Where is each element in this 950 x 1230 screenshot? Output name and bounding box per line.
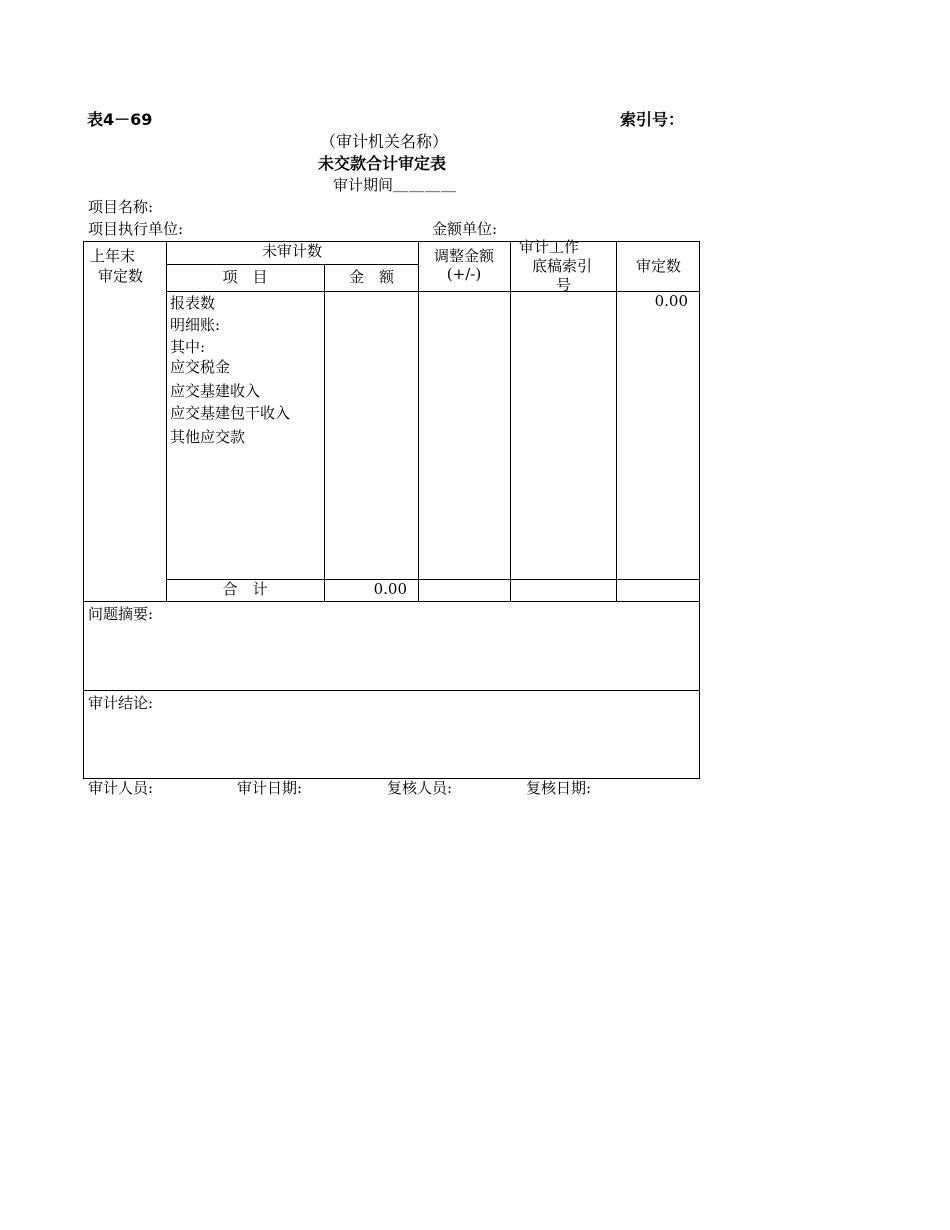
col-divider-item (324, 264, 325, 601)
audit-org-name: （审计机关名称） (320, 132, 449, 151)
audit-period-blank: ＿＿＿＿ (393, 176, 458, 194)
item-row: 应交税金 (170, 358, 231, 376)
col-header-item: 项 目 (222, 268, 268, 286)
col-header-adjust-line1: 调整金额 (433, 247, 494, 265)
issues-summary-label: 问题摘要: (88, 605, 154, 623)
col-divider-adjust (510, 241, 511, 601)
index-number-label: 索引号： (620, 110, 685, 129)
col-divider-prev-year (166, 241, 167, 601)
auditor-label: 审计人员: (88, 779, 154, 797)
reviewer-label: 复核人员: (387, 779, 453, 797)
audit-conclusion-label: 审计结论: (88, 694, 154, 712)
col-header-ref-line2: 底稿索引 (532, 257, 593, 275)
col-header-amount: 金 额 (348, 268, 394, 286)
col-header-unaudited: 未审计数 (261, 242, 322, 260)
total-amount: 0.00 (373, 580, 407, 598)
item-row: 应交基建包干收入 (170, 404, 291, 422)
item-row: 应交基建收入 (170, 382, 261, 400)
col-header-ref-line1: 审计工作 (519, 238, 580, 256)
col-header-ref-line3: 号 (556, 276, 572, 294)
item-row: 其中: (170, 338, 206, 356)
amount-unit-label: 金额单位: (432, 220, 498, 238)
col-header-prev-year-line1: 上年末 (90, 247, 136, 265)
col-header-adjust-line2: (+/-) (446, 265, 482, 283)
item-row: 其他应交款 (170, 428, 246, 446)
executing-unit-label: 项目执行单位: (88, 220, 184, 238)
header-bottom-line (166, 291, 700, 292)
table-number: 表4－69 (87, 110, 153, 129)
unaudited-subheader-line (166, 264, 419, 265)
project-name-label: 项目名称: (88, 198, 154, 216)
item-row: 报表数 (170, 294, 216, 312)
audited-value: 0.00 (654, 292, 688, 310)
item-row: 明细账: (170, 316, 221, 334)
review-date-label: 复核日期: (526, 779, 592, 797)
audit-period-label: 审计期间 (333, 176, 394, 194)
col-header-audited: 审定数 (635, 257, 681, 275)
col-divider-amount (418, 241, 419, 601)
total-label: 合 计 (222, 580, 268, 598)
page-title: 未交款合计审定表 (318, 154, 447, 173)
issues-bottom-line (83, 690, 700, 691)
audit-period (333, 178, 457, 193)
col-header-prev-year-line2: 审定数 (98, 267, 144, 285)
audit-date-label: 审计日期: (237, 779, 303, 797)
total-bottom-line (83, 601, 700, 602)
